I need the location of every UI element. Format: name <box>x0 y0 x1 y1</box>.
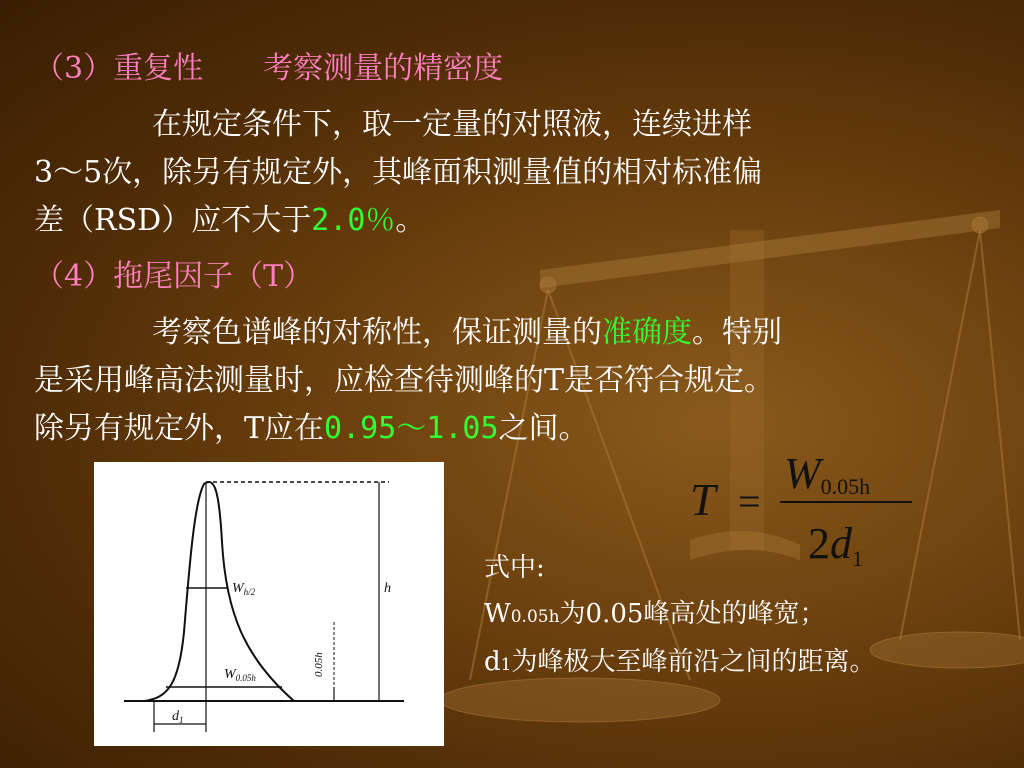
notes-line1: W0.05h为0.05峰高处的峰宽； <box>484 599 826 629</box>
label-w-half: $W_{h/2}$ <box>232 581 256 597</box>
tailing-factor-formula <box>680 440 920 590</box>
peak-diagram-svg <box>94 462 444 746</box>
section4-para-line3 <box>34 410 589 448</box>
section3-aside: 考察测量的精密度 <box>263 51 504 86</box>
section3-period: 。 <box>395 203 426 238</box>
section4-text-a: 考察色谱峰的对称性，保证测量的 <box>152 315 602 350</box>
section4-range-post: 之间。 <box>498 411 589 446</box>
formula-equals: = <box>738 479 761 524</box>
label-0-05h: 0.05h <box>313 652 325 677</box>
peak-curve <box>144 482 294 701</box>
label-h: h <box>384 581 391 596</box>
section3-rsd-value: 2.0％ <box>311 203 396 238</box>
section4-range-text: 除另有规定外，T应在 <box>34 411 325 446</box>
formula-svg <box>680 440 920 590</box>
section4-text-b: 。特别 <box>692 315 782 350</box>
section3-rsd-text: 差（RSD）应不大于 <box>34 203 312 238</box>
label-d1: $d_1$ <box>172 709 184 725</box>
notes-line2: d1为峰极大至峰前沿之间的距离。 <box>484 647 876 677</box>
formula-denominator: 2d1 <box>808 519 863 571</box>
section4-para-line1 <box>152 314 782 352</box>
section3-para-line2: 3～5次，除另有规定外，其峰面积测量值的相对标准偏 <box>34 155 763 190</box>
section3-para-line1: 在规定条件下，取一定量的对照液，连续进样 <box>152 107 752 142</box>
section3-title: （3）重复性 <box>34 51 204 86</box>
section4-para-line2: 是采用峰高法测量时，应检查待测峰的T是否符合规定。 <box>34 363 775 398</box>
notes-title: 式中: <box>484 553 545 583</box>
label-w-005h: $W_{0.05h}$ <box>224 667 256 683</box>
formula-numerator: W0.05h <box>784 449 871 499</box>
section4-heading: （4）拖尾因子（T） <box>34 259 314 294</box>
section3-para-line3 <box>34 202 425 240</box>
formula-lhs: T <box>690 474 716 525</box>
section4-range-value: 0.95～1.05 <box>324 411 499 446</box>
section3-heading <box>34 50 503 88</box>
peak-diagram <box>94 462 444 746</box>
section4-accuracy-highlight: 准确度 <box>602 315 692 350</box>
